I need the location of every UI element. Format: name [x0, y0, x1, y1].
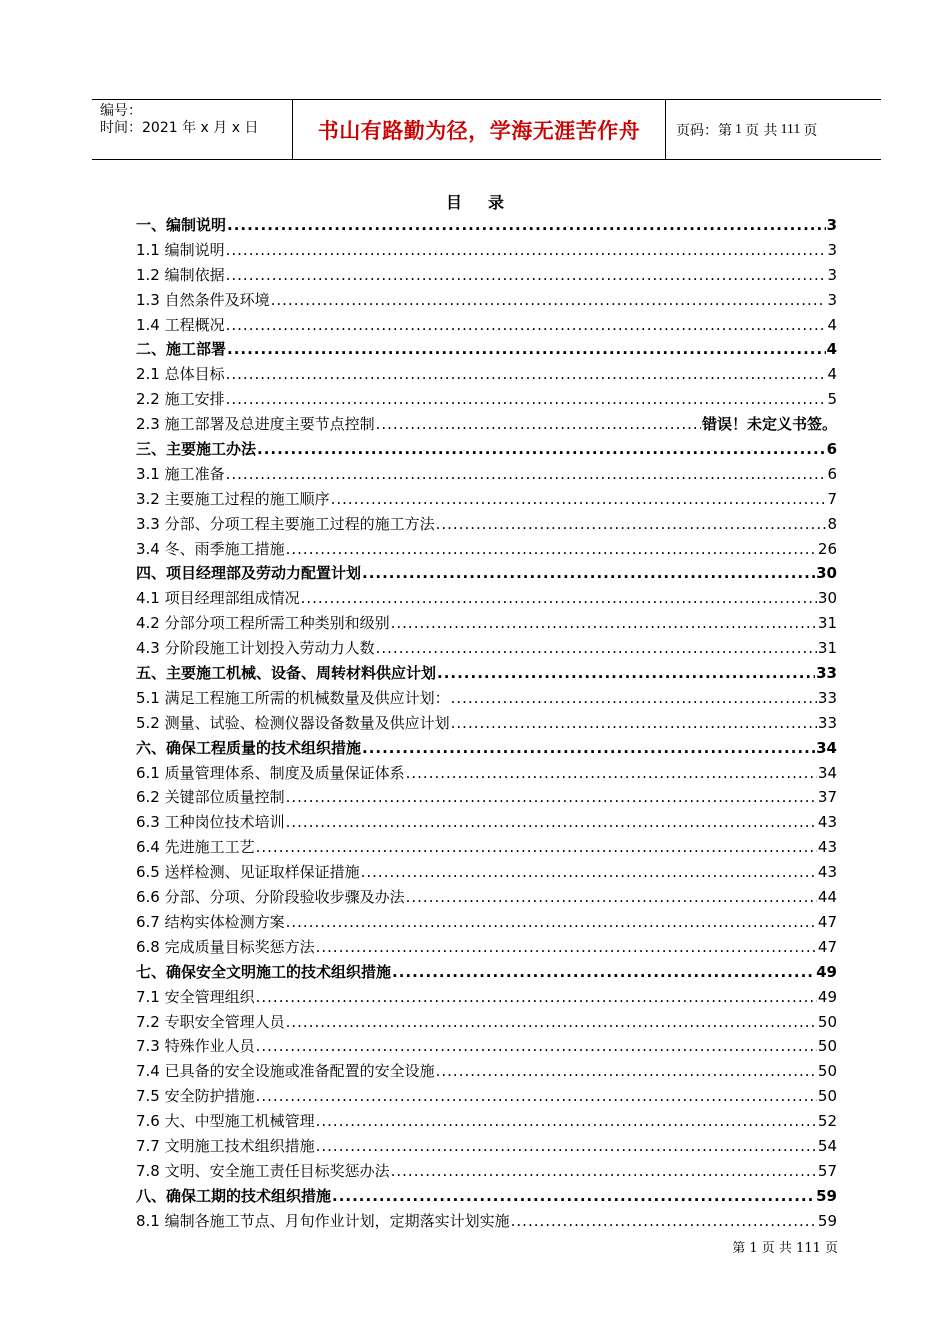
toc-dot-leader	[226, 238, 827, 263]
toc-dot-leader	[227, 337, 826, 362]
toc-dot-leader	[436, 512, 827, 537]
toc-entry-page: 4	[827, 315, 837, 334]
page-total: 111	[780, 121, 801, 137]
toc-dot-leader	[406, 885, 817, 910]
toc-dot-leader	[286, 1010, 817, 1035]
toc-subsection-entry[interactable]	[136, 462, 837, 487]
toc-dot-leader	[286, 537, 817, 562]
page-footer: 第 1 页 共 111 页	[732, 1241, 838, 1256]
toc-entry-label: 八、确保工期的技术组织措施	[136, 1186, 332, 1205]
toc-section-entry[interactable]	[136, 437, 837, 462]
toc-subsection-entry[interactable]	[136, 1010, 837, 1035]
toc-entry-label: 七、确保安全文明施工的技术组织措施	[136, 962, 392, 981]
toc-entry-label: 1.1 编制说明	[136, 240, 225, 259]
toc-entry-label: 5.2 测量、试验、检测仪器设备数量及供应计划	[136, 713, 450, 732]
toc-dot-leader	[256, 1034, 817, 1059]
table-of-contents	[136, 213, 837, 1234]
toc-subsection-entry[interactable]	[136, 1034, 837, 1059]
toc-subsection-entry[interactable]	[136, 785, 837, 810]
toc-entry-label: 7.1 安全管理组织	[136, 987, 255, 1006]
toc-dot-leader	[376, 412, 701, 437]
toc-dot-leader	[316, 1109, 817, 1134]
toc-entry-page: 3	[827, 240, 837, 259]
page-suffix: 页	[803, 122, 818, 139]
toc-dot-leader	[257, 437, 826, 462]
toc-dot-leader	[226, 462, 827, 487]
toc-entry-label: 4.1 项目经理部组成情况	[136, 589, 300, 608]
toc-subsection-entry[interactable]	[136, 835, 837, 860]
toc-entry-label: 3.1 施工准备	[136, 464, 225, 483]
toc-subsection-entry[interactable]	[136, 487, 837, 512]
toc-entry-label: 二、施工部署	[136, 340, 227, 359]
toc-subsection-entry[interactable]	[136, 1134, 837, 1159]
toc-entry-page: 59	[816, 1186, 837, 1205]
toc-section-entry[interactable]	[136, 213, 837, 238]
toc-dot-leader	[286, 910, 817, 935]
toc-entry-label: 3.3 分部、分项工程主要施工过程的施工方法	[136, 514, 435, 533]
toc-entry-page: 34	[817, 763, 837, 782]
toc-entry-page: 54	[817, 1136, 837, 1155]
toc-entry-label: 7.3 特殊作业人员	[136, 1037, 255, 1056]
toc-subsection-entry[interactable]	[136, 537, 837, 562]
toc-dot-leader	[437, 661, 815, 686]
toc-dot-leader	[451, 686, 817, 711]
toc-entry-page: 37	[817, 788, 837, 807]
toc-entry-page: 33	[816, 664, 837, 683]
document-number-label: 编号：	[100, 103, 142, 119]
toc-dot-leader	[227, 213, 826, 238]
toc-entry-label: 6.8 完成质量目标奖惩方法	[136, 937, 315, 956]
toc-entry-label: 6.3 工种岗位技术培训	[136, 813, 285, 832]
toc-entry-page: 5	[827, 390, 837, 409]
toc-entry-page: 6	[826, 440, 837, 459]
toc-dot-leader	[286, 785, 817, 810]
toc-dot-leader	[316, 1134, 817, 1159]
toc-entry-label: 5.1 满足工程施工所需的机械数量及供应计划：	[136, 688, 450, 707]
toc-entry-page: 34	[816, 738, 837, 757]
toc-entry-page: 43	[817, 863, 837, 882]
toc-entry-label: 6.4 先进施工工艺	[136, 838, 255, 857]
toc-entry-label: 三、主要施工办法	[136, 440, 257, 459]
toc-entry-page: 50	[817, 1037, 837, 1056]
toc-entry-label: 1.3 自然条件及环境	[136, 290, 270, 309]
toc-subsection-entry[interactable]	[136, 761, 837, 786]
toc-entry-label: 3.4 冬、雨季施工措施	[136, 539, 285, 558]
toc-dot-leader	[301, 586, 817, 611]
toc-entry-page: 4	[826, 340, 837, 359]
toc-section-entry[interactable]	[136, 736, 837, 761]
toc-entry-page: 8	[827, 514, 837, 533]
toc-entry-label: 1.4 工程概况	[136, 315, 225, 334]
toc-entry-page: 57	[817, 1161, 837, 1180]
toc-entry-label: 6.6 分部、分项、分阶段验收步骤及办法	[136, 888, 405, 907]
toc-dot-leader	[406, 761, 817, 786]
toc-entry-page: 50	[817, 1012, 837, 1031]
toc-dot-leader	[361, 860, 817, 885]
toc-entry-page: 43	[817, 838, 837, 857]
toc-entry-label: 2.3 施工部署及总进度主要节点控制	[136, 415, 375, 434]
toc-entry-page: 44	[817, 888, 837, 907]
toc-dot-leader	[362, 736, 815, 761]
toc-entry-page: 7	[827, 489, 837, 508]
toc-dot-leader	[332, 1184, 815, 1209]
toc-section-entry[interactable]	[136, 960, 837, 985]
toc-entry-label: 四、项目经理部及劳动力配置计划	[136, 564, 362, 583]
toc-entry-label: 8.1 编制各施工节点、月旬作业计划，定期落实计划实施	[136, 1211, 510, 1230]
header-motto: 书山有路勤为径，学海无涯苦作舟	[293, 100, 666, 159]
toc-entry-label: 2.1 总体目标	[136, 365, 225, 384]
toc-subsection-entry[interactable]	[136, 1059, 837, 1084]
toc-section-entry[interactable]	[136, 661, 837, 686]
toc-entry-page: 31	[817, 639, 837, 658]
toc-subsection-entry[interactable]	[136, 238, 837, 263]
header-page-info	[666, 100, 881, 159]
toc-subsection-entry[interactable]	[136, 885, 837, 910]
toc-dot-leader	[392, 960, 815, 985]
toc-section-entry[interactable]	[136, 561, 837, 586]
page-prefix: 页码：第	[676, 122, 732, 139]
toc-entry-page: 26	[817, 539, 837, 558]
toc-entry-page: 3	[826, 216, 837, 234]
toc-dot-leader	[331, 487, 827, 512]
toc-dot-leader	[391, 611, 817, 636]
toc-subsection-entry[interactable]	[136, 288, 837, 313]
toc-entry-label: 7.2 专职安全管理人员	[136, 1012, 285, 1031]
toc-subsection-entry[interactable]	[136, 636, 837, 661]
toc-entry-label: 6.2 关键部位质量控制	[136, 788, 285, 807]
toc-entry-label: 7.4 已具备的安全设施或准备配置的安全设施	[136, 1062, 435, 1081]
toc-dot-leader	[256, 1084, 817, 1109]
toc-entry-label: 3.2 主要施工过程的施工顺序	[136, 489, 330, 508]
toc-entry-page: 33	[817, 688, 837, 707]
toc-subsection-entry[interactable]	[136, 985, 837, 1010]
toc-subsection-entry[interactable]	[136, 1109, 837, 1134]
toc-dot-leader	[316, 935, 817, 960]
toc-entry-page: 43	[817, 813, 837, 832]
toc-subsection-entry[interactable]	[136, 860, 837, 885]
toc-subsection-entry[interactable]	[136, 412, 837, 437]
toc-entry-label: 6.1 质量管理体系、制度及质量保证体系	[136, 763, 405, 782]
toc-entry-label: 6.7 结构实体检测方案	[136, 912, 285, 931]
toc-entry-label: 六、确保工程质量的技术组织措施	[136, 738, 362, 757]
toc-entry-page: 59	[817, 1211, 837, 1230]
toc-dot-leader	[511, 1209, 817, 1234]
toc-dot-leader	[226, 387, 827, 412]
toc-dot-leader	[226, 362, 827, 387]
toc-entry-page: 4	[827, 365, 837, 384]
toc-subsection-entry[interactable]	[136, 387, 837, 412]
page-current: 1	[735, 121, 742, 137]
toc-dot-leader	[286, 810, 817, 835]
toc-dot-leader	[226, 313, 827, 338]
toc-entry-label: 7.7 文明施工技术组织措施	[136, 1136, 315, 1155]
toc-entry-label: 1.2 编制依据	[136, 265, 225, 284]
toc-section-entry[interactable]	[136, 337, 837, 362]
toc-entry-page: 30	[816, 564, 837, 583]
page-header	[92, 99, 881, 160]
toc-subsection-entry[interactable]	[136, 935, 837, 960]
toc-entry-page: 错误！未定义书签。	[701, 415, 837, 434]
toc-subsection-entry[interactable]	[136, 810, 837, 835]
toc-subsection-entry[interactable]	[136, 313, 837, 338]
toc-entry-page: 31	[817, 614, 837, 633]
toc-entry-page: 30	[817, 589, 837, 608]
toc-subsection-entry[interactable]	[136, 910, 837, 935]
toc-entry-label: 4.2 分部分项工程所需工种类别和级别	[136, 614, 390, 633]
toc-entry-page: 52	[817, 1112, 837, 1131]
toc-dot-leader	[256, 985, 817, 1010]
toc-dot-leader	[451, 711, 817, 736]
toc-entry-label: 4.3 分阶段施工计划投入劳动力人数	[136, 639, 375, 658]
toc-subsection-entry[interactable]	[136, 1159, 837, 1184]
toc-section-entry[interactable]	[136, 1184, 837, 1209]
toc-entry-label: 五、主要施工机械、设备、周转材料供应计划	[136, 664, 437, 683]
toc-entry-page: 49	[817, 987, 837, 1006]
toc-subsection-entry[interactable]	[136, 512, 837, 537]
toc-entry-page: 3	[827, 290, 837, 309]
toc-entry-label: 7.8 文明、安全施工责任目标奖惩办法	[136, 1161, 390, 1180]
toc-dot-leader	[256, 835, 817, 860]
toc-entry-label: 7.5 安全防护措施	[136, 1087, 255, 1106]
toc-entry-page: 50	[817, 1062, 837, 1081]
toc-entry-page: 47	[817, 937, 837, 956]
toc-entry-page: 6	[827, 464, 837, 483]
toc-entry-label: 2.2 施工安排	[136, 390, 225, 409]
toc-entry-label: 6.5 送样检测、见证取样保证措施	[136, 863, 360, 882]
toc-subsection-entry[interactable]	[136, 711, 837, 736]
toc-subsection-entry[interactable]	[136, 586, 837, 611]
toc-subsection-entry[interactable]	[136, 1209, 837, 1234]
toc-entry-label: 一、编制说明	[136, 216, 227, 234]
toc-subsection-entry[interactable]	[136, 263, 837, 288]
toc-subsection-entry[interactable]	[136, 611, 837, 636]
toc-entry-label: 7.6 大、中型施工机械管理	[136, 1112, 315, 1131]
toc-subsection-entry[interactable]	[136, 1084, 837, 1109]
header-meta	[92, 100, 293, 159]
toc-subsection-entry[interactable]	[136, 362, 837, 387]
toc-entry-page: 50	[817, 1087, 837, 1106]
toc-dot-leader	[226, 263, 827, 288]
page-mid: 页 共	[745, 122, 778, 139]
toc-title: 目录	[445, 193, 530, 212]
toc-dot-leader	[271, 288, 827, 313]
document-time-label: 时间：2021 年 x 月 x 日	[100, 120, 259, 136]
toc-entry-page: 49	[816, 962, 837, 981]
toc-dot-leader	[376, 636, 817, 661]
toc-entry-page: 33	[817, 713, 837, 732]
toc-entry-page: 47	[817, 912, 837, 931]
toc-dot-leader	[391, 1159, 817, 1184]
toc-dot-leader	[362, 561, 815, 586]
toc-subsection-entry[interactable]	[136, 686, 837, 711]
toc-dot-leader	[436, 1059, 817, 1084]
toc-entry-page: 3	[827, 265, 837, 284]
